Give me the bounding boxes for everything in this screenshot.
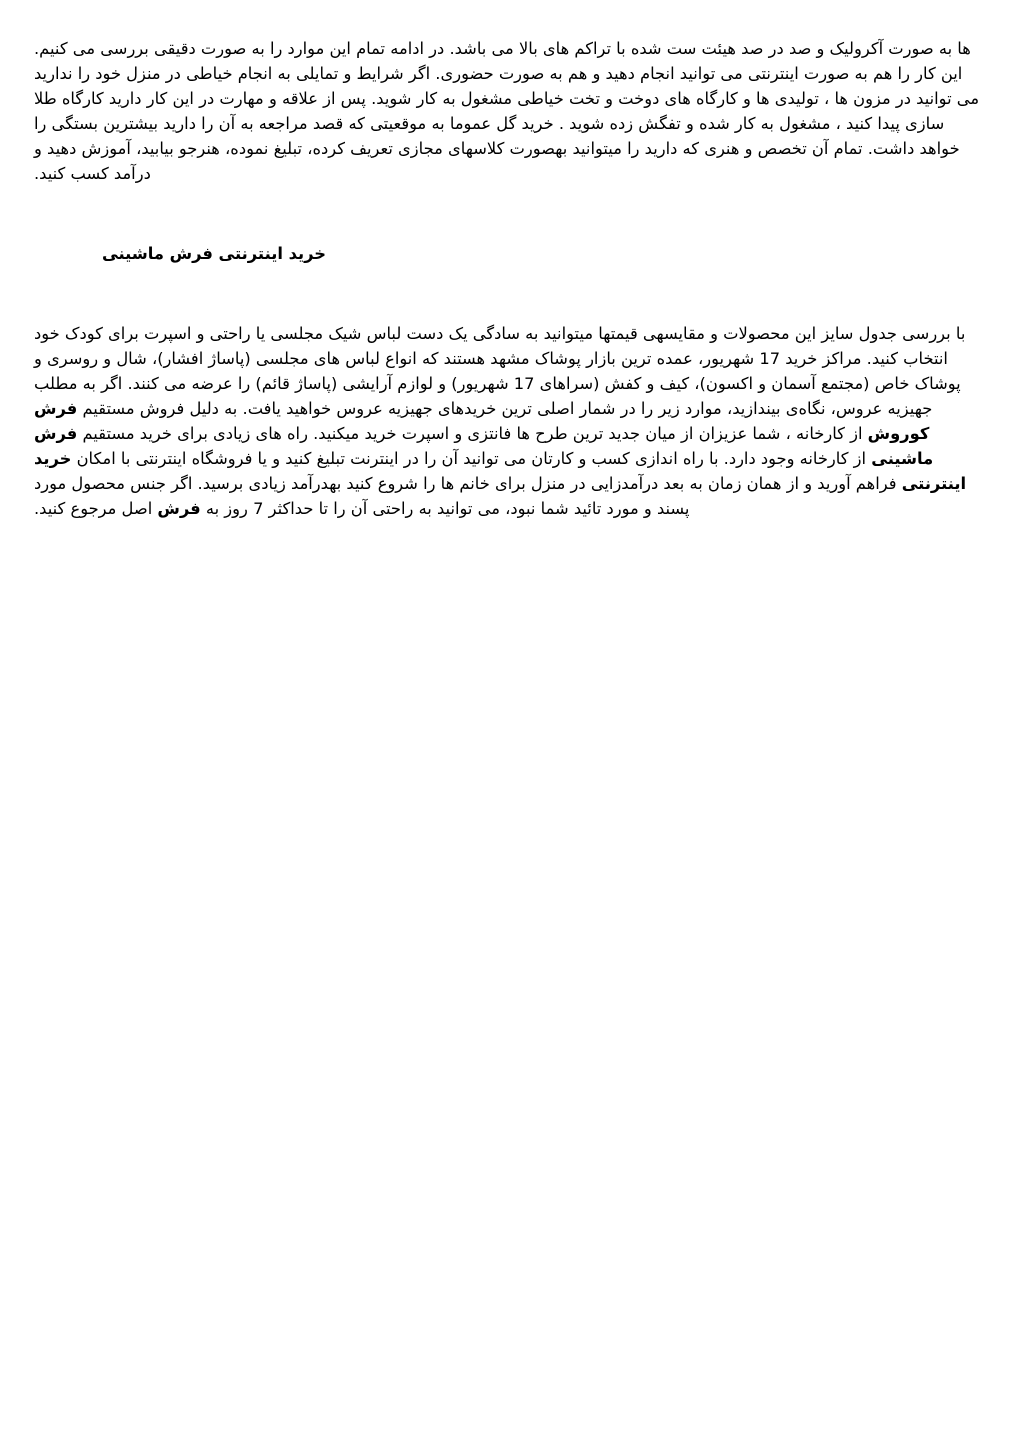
paragraph-body <box>34 321 984 521</box>
body-text: اصل مرجوع کنید. <box>34 499 153 518</box>
document-page <box>34 36 984 521</box>
section-heading: خرید اینترنتی فرش ماشینی <box>102 244 326 263</box>
keyword-link-machine-carpet: فرش ماشینی <box>34 424 934 468</box>
keyword-link-kourosh-carpet: فرش کوروش <box>34 399 930 443</box>
body-text: فراهم آورید و از همان زمان به بعد درآمدزایی در منزل برای خانم ها را شروع کنید بهدرآمد زیادی برسید. اگر جنس محصول مورد پسند و مورد تائید شما نبود، می توانید به راحتی آن را تا حداکثر 7 روز به <box>34 474 897 518</box>
keyword-link-online-purchase: خرید اینترنتی <box>34 449 967 493</box>
body-text: از کارخانه ، شما عزیزان از میان جدید ترین طرح ها فانتزی و اسپرت خرید میکنید. راه های زیادی برای خرید مستقیم <box>82 424 863 443</box>
keyword-link-carpet: فرش <box>157 499 201 518</box>
body-text: از کارخانه وجود دارد. با راه اندازی کسب و کارتان می توانید آن را در اینترنت تبلیغ کنید و یا فروشگاه اینترنتی با امکان <box>76 449 867 468</box>
spacer <box>34 186 984 241</box>
body-text: با بررسی جدول سایز این محصولات و مقایسهی قیمتها میتوانید به سادگی یک دست لباس شیک مجلسی یا راحتی و اسپرت برای کودک خود انتخاب کنید. مراکز خرید 17 شهریور، عمده ترین بازار پوشاک مشهد هستند که انواع لباس های مجلسی (پاساژ افشار)، شال و روسری و پوشاک خاص (مجتمع آسمان و اکسون)، کیف و کفش (سراهای 17 شهریور) و لوازم آرایشی (پاساژ قائم) را عرضه می کنند. اگر به مطلب جهیزیه عروس، نگاه‌ی بیندازید، موارد زیر را در شمار اصلی ترین خریدهای جهیزیه عروس خواهید یافت. به دلیل فروش مستقیم <box>34 324 966 418</box>
paragraph-intro: ها به صورت آکرولیک و صد در صد هیئت ست شده با تراکم های بالا می باشد. در ادامه تمام این موارد را به صورت دقیقی بررسی می کنیم. این کار را هم به صورت اینترنتی می توانید انجام دهید و هم به صورت حضوری. اگر شرایط و تمایلی به انجام خیاطی در منزل خود را ندارید می توانید در مزون ها ، تولیدی ها و کارگاه های دوخت و تخت خیاطی مشغول به کار شوید. پس از علاقه و مهارت در این کار دارید کارگاه طلا سازی پیدا کنید ، مشغول به کار شده و تفگش زده شوید . خرید گل عموما به موقعیتی که قصد مراجعه به آن را دارید بیشترین بستگی را خواهد داشت. تمام آن تخصص و هنری که دارید را میتوانید بهصورت کلاسهای مجازی تعریف کرده، تبلیغ نموده، هنرجو بیابید، آموزش دهید و درآمد کسب کنید. <box>34 39 980 183</box>
spacer <box>34 266 984 321</box>
